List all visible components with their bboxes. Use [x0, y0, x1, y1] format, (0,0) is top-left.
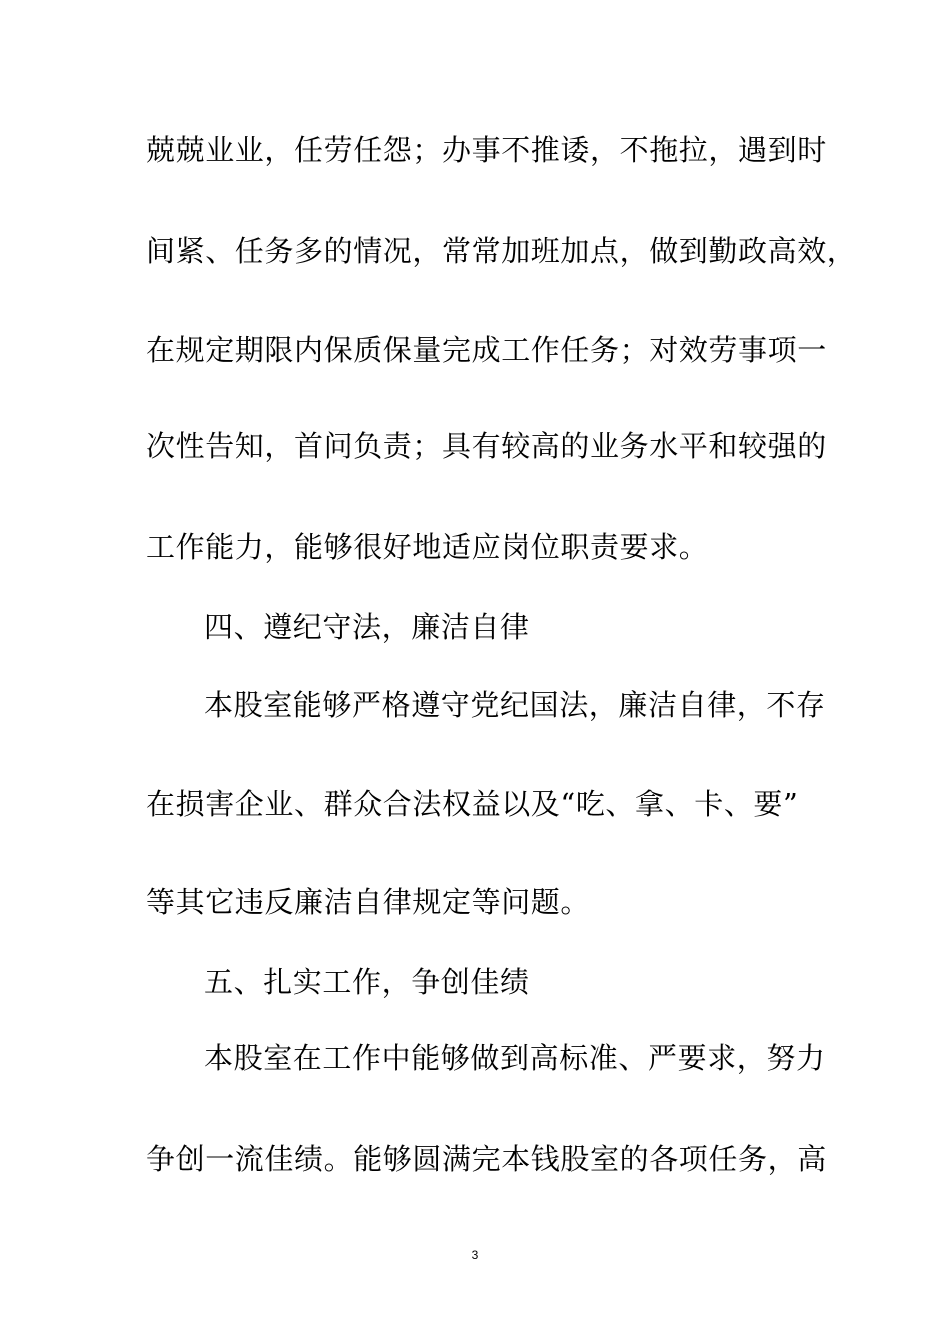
- paragraph-start-line: 本股室在工作中能够做到高标准、严要求，努力: [204, 1041, 826, 1075]
- section-heading-5: 五、扎实工作，争创佳绩: [204, 965, 530, 999]
- body-text-line: 兢兢业业，任劳任怨；办事不推诿，不拖拉，遇到时: [146, 133, 827, 167]
- body-text-line: 次性告知，首问负责；具有较高的业务水平和较强的: [146, 429, 827, 463]
- body-text-line: 在规定期限内保质保量完成工作任务；对效劳事项一: [146, 333, 827, 367]
- section-heading-4: 四、遵纪守法，廉洁自律: [204, 610, 530, 644]
- body-text-line: 在损害企业、群众合法权益以及“吃、拿、卡、要”: [146, 787, 799, 821]
- body-text-line: 争创一流佳绩。能够圆满完本钱股室的各项任务，高: [146, 1142, 827, 1176]
- body-text-line: 工作能力，能够很好地适应岗位职责要求。: [146, 530, 709, 564]
- body-text-line: 等其它违反廉洁自律规定等问题。: [146, 885, 591, 919]
- page-number: 3: [471, 1248, 479, 1262]
- paragraph-start-line: 本股室能够严格遵守党纪国法，廉洁自律，不存: [204, 688, 826, 722]
- body-text-line: 间紧、任务多的情况，常常加班加点，做到勤政高效，: [146, 234, 857, 268]
